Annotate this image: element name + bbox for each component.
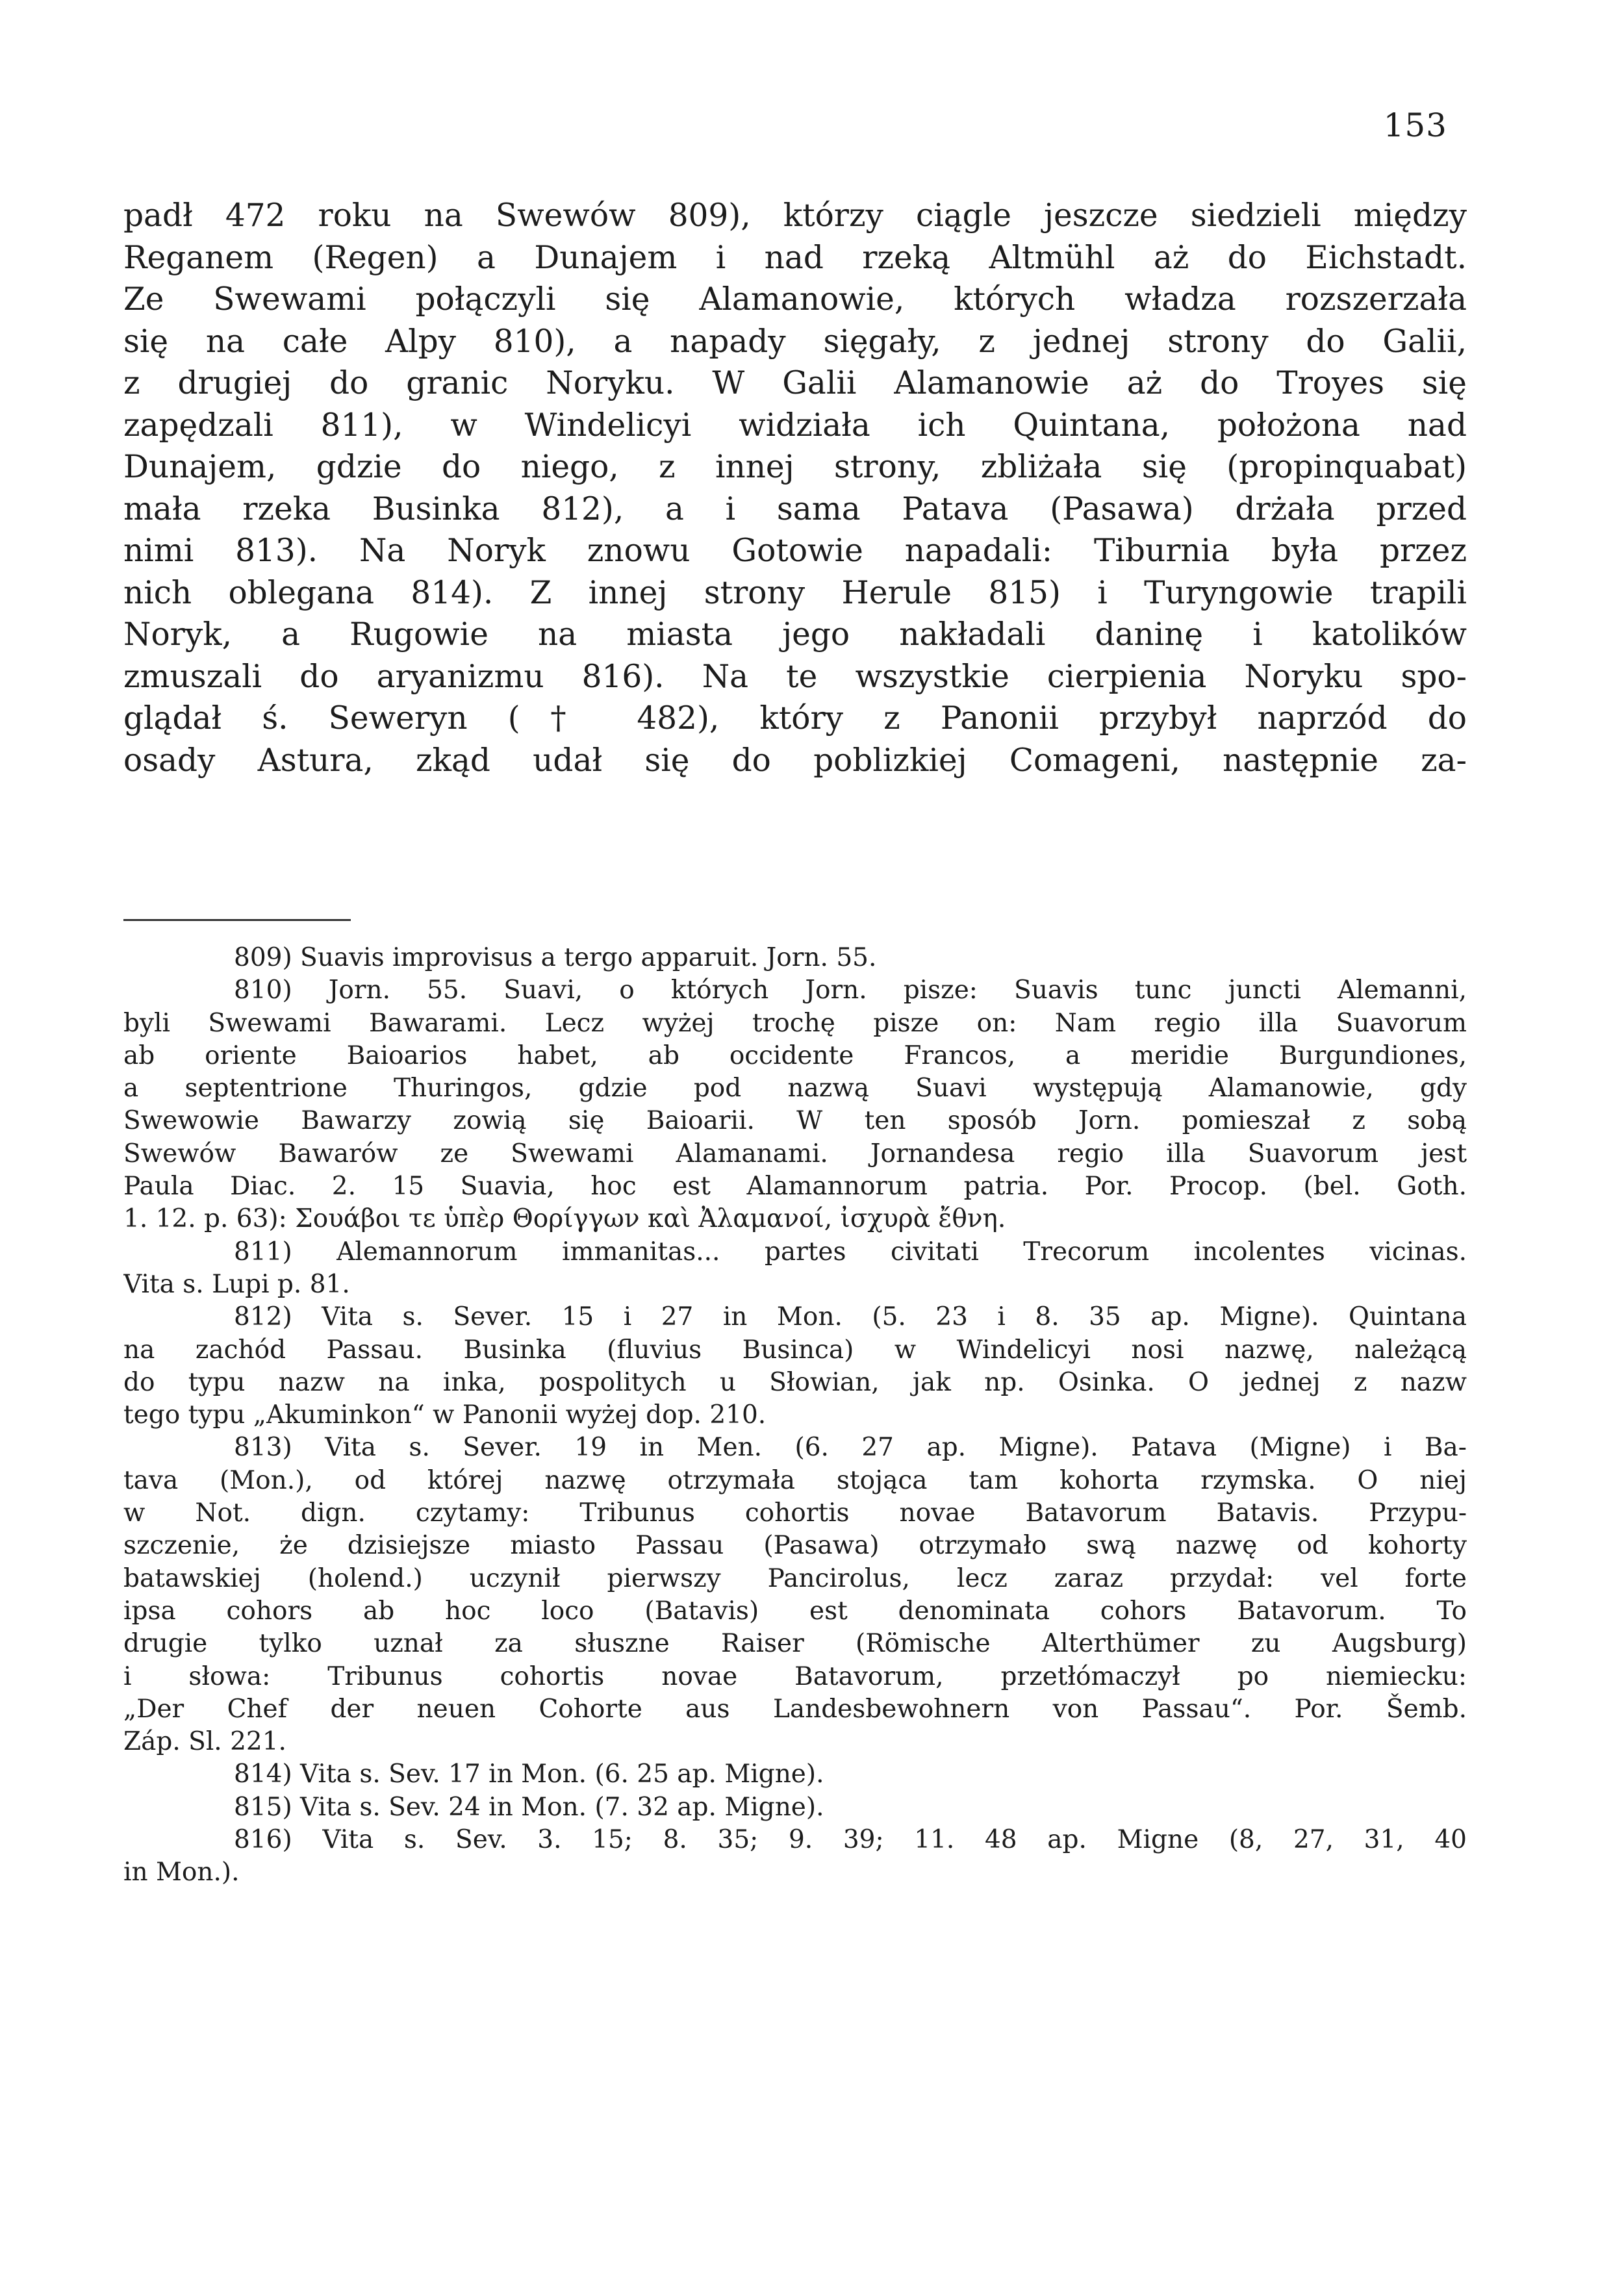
footnote-813: 813) Vita s. Sever. 19 in Men. (6. 27 ap. Migne). Patava (Migne) i Ba-	[234, 1433, 1467, 1463]
footnote-812: 812) Vita s. Sever. 15 i 27 in Mon. (5. 23 i 8. 35 ap. Migne). Quintana	[234, 1302, 1467, 1332]
main-text-line: nimi 813). Na Noryk znowu Gotowie napadali: Tiburnia była przez	[123, 533, 1467, 569]
footnote-line: drugie tylko uznał za słuszne Raiser (Römische Alterthümer zu Augsburg)	[123, 1629, 1467, 1659]
footnote-816: 816) Vita s. Sev. 3. 15; 8. 35; 9. 39; 11. 48 ap. Migne (8, 27, 31, 40	[234, 1825, 1467, 1855]
footnote-line: in Mon.).	[123, 1858, 240, 1887]
main-text-line: Ze Swewami połączyli się Alamanowie, których władza rozszerzała	[123, 281, 1467, 318]
footnote-line: tego typu „Akuminkon“ w Panonii wyżej dop. 210.	[123, 1400, 767, 1430]
footnote-line: do typu nazw na inka, pospolitych u Słowian, jak np. Osinka. O jednej z nazw	[123, 1367, 1467, 1397]
page-number: 153	[1383, 107, 1447, 144]
main-text-line: Reganem (Regen) a Dunajem i nad rzeką Altmühl aż do Eichstadt.	[123, 239, 1467, 276]
footnote-line: a septentrione Thuringos, gdzie pod nazwą Suavi występują Alamanowie, gdy	[123, 1074, 1467, 1104]
footnote-814: 814) Vita s. Sev. 17 in Mon. (6. 25 ap. Migne).	[234, 1760, 824, 1789]
main-text-line: Dunajem, gdzie do niego, z innej strony, zbliżała się (propinquabat)	[123, 449, 1467, 485]
footnote-line: Swewów Bawarów ze Swewami Alamanami. Jornandesa regio illa Suavorum jest	[123, 1139, 1467, 1168]
footnote-line: szczenie, że dzisiejsze miasto Passau (Pasawa) otrzymało swą nazwę od kohorty	[123, 1531, 1467, 1561]
footnote-line: Vita s. Lupi p. 81.	[123, 1269, 350, 1299]
main-text-line: zapędzali 811), w Windelicyi widziała ich Quintana, położona nad	[123, 407, 1467, 444]
footnote-line: tava (Mon.), od której nazwę otrzymała stojąca tam kohorta rzymska. O niej	[123, 1465, 1467, 1495]
footnote-815: 815) Vita s. Sev. 24 in Mon. (7. 32 ap. Migne).	[234, 1792, 824, 1822]
footnote-811: 811) Alemannorum immanitas... partes civitati Trecorum incolentes vicinas.	[234, 1237, 1467, 1267]
main-text-line: padł 472 roku na Swewów 809), którzy ciągle jeszcze siedzieli między	[123, 197, 1467, 234]
footnote-line: i słowa: Tribunus cohortis novae Batavorum, przetłómaczył po niemiecku:	[123, 1661, 1467, 1691]
footnote-line: w Not. dign. czytamy: Tribunus cohortis novae Batavorum Batavis. Przypu-	[123, 1498, 1467, 1528]
main-text	[123, 195, 1467, 781]
footnote-809: 809) Suavis improvisus a tergo apparuit. Jorn. 55.	[234, 943, 877, 972]
footnote-line: Záp. Sl. 221.	[123, 1727, 286, 1757]
footnote-greek-line: 1. 12. p. 63): Σουάβοι τε ὑπὲρ Θορίγγων καὶ Ἀλαμανοί, ἰσχυρὰ ἔθνη.	[123, 1204, 1006, 1234]
footnote-line: ipsa cohors ab hoc loco (Batavis) est denominata cohors Batavorum. To	[123, 1596, 1467, 1626]
main-text-line: osady Astura, zkąd udał się do poblizkiej Comageni, następnie za-	[123, 742, 1467, 779]
footnote-line: Swewowie Bawarzy zowią się Baioarii. W ten sposób Jorn. pomieszał z sobą	[123, 1106, 1467, 1136]
main-text-line: zmuszali do aryanizmu 816). Na te wszystkie cierpienia Noryku spo-	[123, 658, 1467, 695]
footnote-line: Paula Diac. 2. 15 Suavia, hoc est Alamannorum patria. Por. Procop. (bel. Goth.	[123, 1172, 1467, 1202]
footnote-line: batawskiej (holend.) uczynił pierwszy Pancirolus, lecz zaraz przydał: vel forte	[123, 1563, 1467, 1593]
footnote-line: byli Swewami Bawarami. Lecz wyżej trochę pisze on: Nam regio illa Suavorum	[123, 1008, 1467, 1038]
footnote-separator	[123, 919, 351, 921]
footnote-line: „Der Chef der neuen Cohorte aus Landesbewohnern von Passau“. Por. Šemb.	[123, 1694, 1467, 1724]
main-text-line: z drugiej do granic Noryku. W Galii Alamanowie aż do Troyes się	[123, 365, 1467, 401]
main-text-line: glądał ś. Seweryn († 482), który z Panonii przybył naprzód do	[123, 700, 1467, 737]
main-text-line: nich oblegana 814). Z innej strony Herule 815) i Turyngowie trapili	[123, 574, 1467, 611]
footnote-810: 810) Jorn. 55. Suavi, o których Jorn. pisze: Suavis tunc juncti Alemanni,	[234, 976, 1467, 1005]
footnotes	[123, 942, 1467, 1889]
main-text-line: mała rzeka Businka 812), a i sama Patava (Pasawa) drżała przed	[123, 490, 1467, 527]
main-text-line: się na całe Alpy 810), a napady sięgały, z jednej strony do Galii,	[123, 323, 1467, 360]
main-text-line: Noryk, a Rugowie na miasta jego nakładali daninę i katolików	[123, 616, 1467, 653]
footnote-line: ab oriente Baioarios habet, ab occidente Francos, a meridie Burgundiones,	[123, 1041, 1467, 1070]
footnote-line: na zachód Passau. Businka (fluvius Businca) w Windelicyi nosi nazwę, należącą	[123, 1335, 1467, 1365]
